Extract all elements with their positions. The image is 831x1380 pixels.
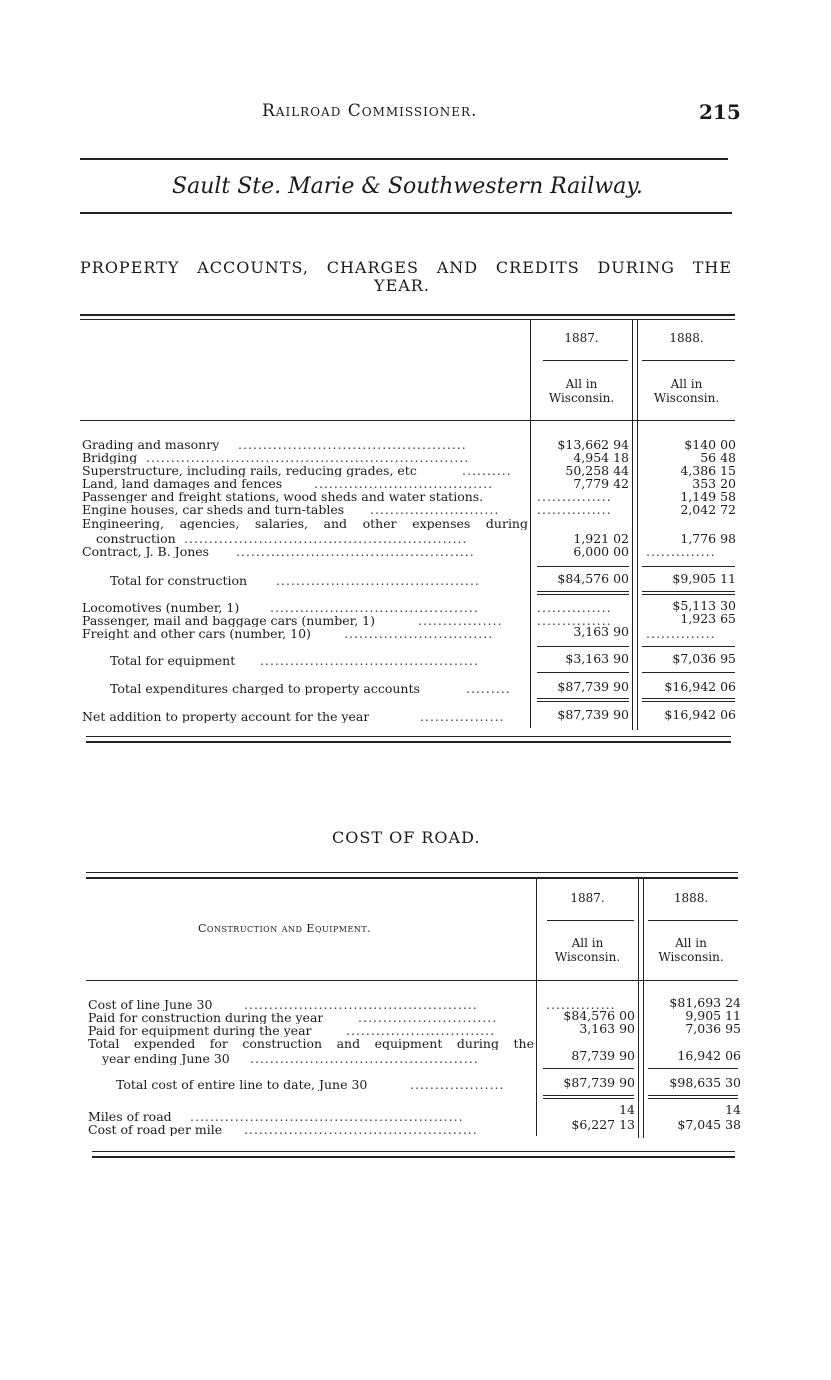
leader-dots: .............................. — [344, 627, 494, 640]
leader-dots: ............... — [537, 490, 612, 503]
table1-equipment-label: Locomotives (number, 1) — [82, 601, 240, 614]
table2-col-divider-2a — [638, 879, 639, 1138]
table2-cell-1888: 7,036 95 — [685, 1021, 741, 1036]
table2-cell-1887: 87,739 90 — [571, 1048, 635, 1063]
table1-row-label: Land, land damages and fences — [82, 477, 283, 490]
table1-rule-after-construction-b — [537, 594, 629, 595]
total-cost-label: Total cost of entire line to date, June 30 — [116, 1078, 368, 1091]
table1-row-label: Passenger and freight stations, wood sheds and water stations. — [82, 490, 484, 503]
table2-head-bottom-rule — [86, 980, 738, 981]
table2-rule-after-total-d — [648, 1098, 738, 1099]
leader-dots: .......................................... — [270, 601, 479, 614]
table1-rule-after-expenditures-d — [642, 701, 735, 702]
table1-col-divider-2a — [632, 320, 633, 730]
leader-dots: .............. — [646, 627, 716, 640]
property-accounts-title-line1: PROPERTY ACCOUNTS, CHARGES AND CREDITS DURING THE — [80, 258, 732, 277]
table2-sub-1888-b: Wisconsin. — [658, 950, 724, 964]
table1-cell-1887: 4,954 18 — [573, 450, 629, 465]
table1-equipment-1888: $5,113 30 — [672, 598, 736, 613]
table2-sub-1888-a: All in — [675, 936, 707, 950]
table1-row-label: Engineering, agencies, salaries, and other expenses during — [82, 517, 528, 530]
table2-col-divider-1 — [536, 879, 537, 1136]
table1-bottom-rule-b — [86, 741, 731, 743]
running-header-title: Railroad Commissioner. — [262, 101, 478, 121]
leader-dots: ............... — [537, 601, 612, 614]
table1-rule-after-expenditures-c — [642, 698, 735, 699]
leader-dots: ............... — [537, 614, 612, 627]
miles-label: Miles of road — [88, 1110, 172, 1123]
table2-rule-total-1887 — [543, 1068, 634, 1069]
property-accounts-title-line2: YEAR. — [374, 276, 430, 295]
table2-col-1887: 1887. — [570, 891, 605, 905]
leader-dots: ....................................................... — [190, 1110, 464, 1123]
cost-per-mile-1888: $7,045 38 — [677, 1117, 741, 1132]
cost-per-mile-1887: $6,227 13 — [571, 1117, 635, 1132]
table2-top-rule-a — [86, 872, 738, 873]
leader-dots: ............................ — [358, 1011, 498, 1024]
leader-dots: ............................................... — [244, 1123, 478, 1136]
table2-year-rule-1888 — [648, 920, 738, 921]
total-equipment-1887: $3,163 90 — [565, 651, 629, 666]
table1-row-label: Bridging — [82, 451, 138, 464]
table1-rule-total-equipment-1887 — [537, 646, 629, 647]
table2-row-label: Paid for construction during the year — [88, 1011, 324, 1024]
table2-bottom-rule-b — [92, 1156, 735, 1158]
table1-equipment-1888: 1,923 65 — [680, 611, 736, 626]
total-construction-label: Total for construction — [110, 574, 248, 587]
leader-dots: .................................... — [314, 477, 494, 490]
total-equipment-1888: $7,036 95 — [672, 651, 736, 666]
table1-rule-total-construction — [537, 566, 629, 567]
table1-sub-1887-b: Wisconsin. — [548, 391, 615, 405]
leader-dots: ................................................................. — [146, 451, 470, 464]
table1-row-label: Contract, J. B. Jones — [82, 545, 210, 558]
table1-rule-after-equipment-a — [537, 672, 629, 673]
table2-row-label: Cost of line June 30 — [88, 998, 213, 1011]
table1-year-rule-1888 — [642, 360, 735, 361]
table1-rule-total-equipment-1888 — [642, 646, 735, 647]
total-expenditures-label: Total expenditures charged to property accounts — [110, 682, 420, 695]
total-construction-1888: $9,905 11 — [672, 571, 736, 586]
table1-equipment-1887: 3,163 90 — [573, 624, 629, 639]
table1-cell-1887: 1,921 02 — [573, 531, 629, 546]
table2-year-rule-1887 — [547, 920, 634, 921]
table1-cell-1888: 4,386 15 — [680, 463, 736, 478]
total-cost-1888: $98,635 30 — [669, 1075, 741, 1090]
total-expenditures-1887: $87,739 90 — [557, 679, 629, 694]
table1-bottom-rule-a — [86, 736, 731, 737]
table2-cell-1888: 9,905 11 — [685, 1008, 741, 1023]
table2-col-1888: 1888. — [673, 891, 709, 905]
net-addition-1887: $87,739 90 — [557, 707, 629, 722]
leader-dots: .............................................. — [250, 1052, 479, 1065]
table2-row-label: year ending June 30 — [102, 1052, 230, 1065]
table1-cell-1888: 2,042 72 — [680, 502, 736, 517]
table1-equipment-label: Freight and other cars (number, 10) — [82, 627, 311, 640]
railway-name: Sault Ste. Marie & Southwestern Railway. — [172, 174, 643, 199]
table1-cell-1887: 7,779 42 — [573, 476, 629, 491]
leader-dots: ............... — [537, 503, 612, 516]
net-addition-label: Net addition to property account for the year — [82, 710, 370, 723]
table1-rule-after-expenditures-b — [537, 701, 629, 702]
total-equipment-label: Total for equipment — [110, 654, 236, 667]
table2-rule-after-total-c — [648, 1095, 738, 1096]
total-construction-1887: $84,576 00 — [557, 571, 629, 586]
table1-rule-after-construction-c — [642, 591, 735, 592]
table2-sub-1887-b: Wisconsin. — [554, 950, 621, 964]
leader-dots: ......................................... — [276, 574, 480, 587]
total-cost-1887: $87,739 90 — [563, 1075, 635, 1090]
table2-cell-1888: 16,942 06 — [677, 1048, 741, 1063]
leader-dots: ................. — [420, 710, 505, 723]
leader-dots: ................................................ — [236, 545, 475, 558]
table1-top-rule-a — [80, 314, 735, 316]
leader-dots: ......................................................... — [184, 532, 468, 545]
net-addition-1888: $16,942 06 — [664, 707, 736, 722]
table2-row-label: Paid for equipment during the year — [88, 1024, 312, 1037]
table2-rule-after-total-a — [543, 1095, 634, 1096]
leader-dots: .......... — [462, 464, 512, 477]
table2-cell-1887: 3,163 90 — [579, 1021, 635, 1036]
table1-rule-after-construction-a — [537, 591, 629, 592]
table1-rule-after-equipment-b — [642, 672, 735, 673]
leader-dots: .............................. — [346, 1024, 496, 1037]
table1-cell-1888: $140 00 — [684, 437, 736, 452]
total-expenditures-1888: $16,942 06 — [664, 679, 736, 694]
table1-row-label: Engine houses, car sheds and turn-tables — [82, 503, 345, 516]
table2-cell-1888: $81,693 24 — [669, 995, 741, 1010]
header-rule-bottom — [80, 212, 732, 214]
table1-cell-1888: 1,149 58 — [680, 489, 736, 504]
miles-1887: 14 — [619, 1102, 635, 1117]
leader-dots: .............................................. — [238, 438, 467, 451]
table1-sub-1888-b: Wisconsin. — [653, 391, 720, 405]
leader-dots: .......................... — [370, 503, 500, 516]
table1-cell-1887: 6,000 00 — [573, 544, 629, 559]
leader-dots: ......... — [466, 682, 511, 695]
table1-equipment-label: Passenger, mail and baggage cars (number, 1) — [82, 614, 375, 627]
table1-rule-after-expenditures-a — [537, 698, 629, 699]
table1-year-rule-1887 — [543, 360, 628, 361]
page-number: 215 — [699, 100, 741, 124]
table1-cell-1888: 1,776 98 — [680, 531, 736, 546]
table1-head-bottom-rule — [80, 420, 735, 421]
table1-col-1887: 1887. — [564, 331, 599, 345]
table1-cell-1888: 353 20 — [692, 476, 736, 491]
leader-dots: .............. — [646, 545, 716, 558]
table1-cell-1888: 56 48 — [700, 450, 736, 465]
table2-sub-1887-a: All in — [571, 936, 604, 950]
table2-rule-after-total-b — [543, 1098, 634, 1099]
miles-1888: 14 — [725, 1102, 741, 1117]
table1-sub-1888-a: All in — [670, 377, 703, 391]
table1-row-label: construction — [96, 532, 176, 545]
table1-row-label: Grading and masonry — [82, 438, 220, 451]
header-rule-top — [80, 158, 728, 160]
table2-cell-1887: $84,576 00 — [563, 1008, 635, 1023]
leader-dots: ............................................... — [244, 998, 478, 1011]
table1-row-label: Superstructure, including rails, reducing grades, etc — [82, 464, 417, 477]
leader-dots: ................... — [410, 1078, 505, 1091]
table2-row-label: Total expended for construction and equipment during the — [88, 1037, 534, 1050]
table1-sub-1887-a: All in — [565, 377, 598, 391]
cost-of-road-title: COST OF ROAD. — [332, 828, 481, 847]
leader-dots: ................. — [418, 614, 503, 627]
table2-bottom-rule-a — [92, 1151, 735, 1152]
table1-cell-1887: $13,662 94 — [557, 437, 629, 452]
cost-per-mile-label: Cost of road per mile — [88, 1123, 223, 1136]
leader-dots: ............................................ — [260, 654, 479, 667]
table1-rule-after-construction-d — [642, 594, 735, 595]
table2-top-rule-b — [86, 877, 738, 879]
table1-cell-1887: 50,258 44 — [565, 463, 629, 478]
table2-rule-total-1888 — [648, 1068, 738, 1069]
leader-dots: .............. — [546, 998, 616, 1011]
table2-stub-heading: Construction and Equipment. — [198, 922, 372, 935]
table1-col-1888: 1888. — [669, 331, 704, 345]
table1-rule-total-construction-1888 — [642, 566, 735, 567]
